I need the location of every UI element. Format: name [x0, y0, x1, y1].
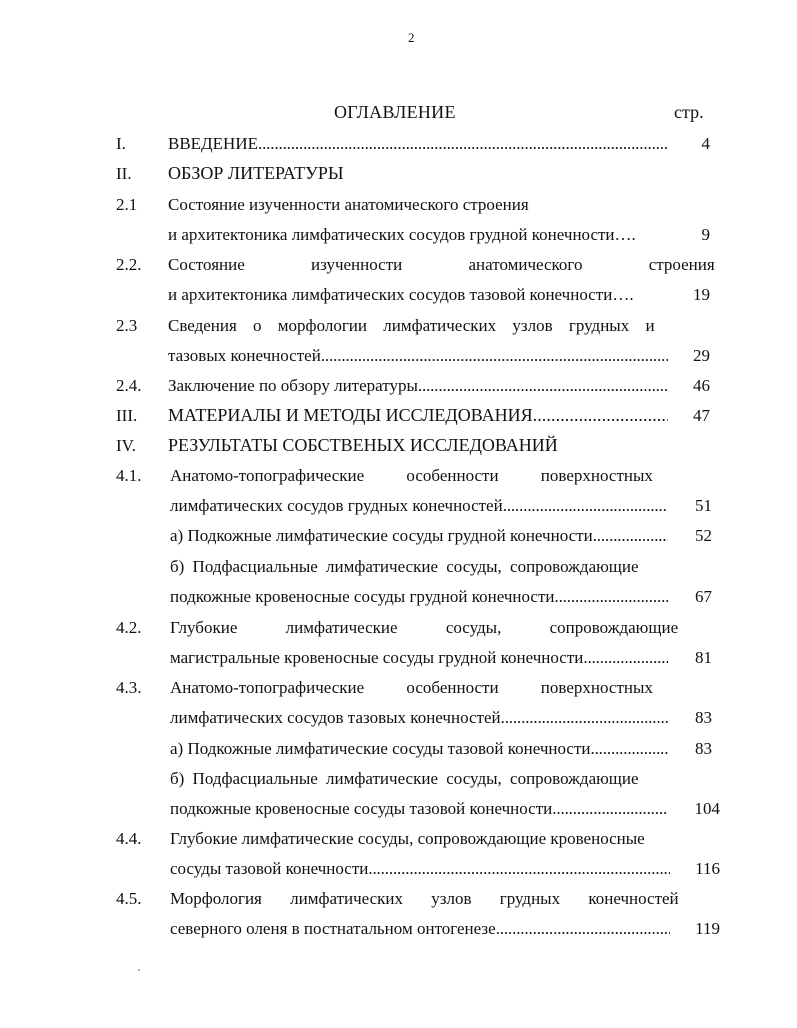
toc-entry-2-2-line2[interactable]: и архитектоника лимфатических сосудов тазовой конечности…. [168, 285, 634, 304]
entry-page: 51 [695, 496, 712, 515]
entry-title: а) Подкожные лимфатические сосуды тазовой конечности [170, 739, 591, 758]
entry-number: III. [116, 406, 138, 425]
leader-dots [533, 405, 668, 426]
entry-number: 4.1. [116, 466, 142, 485]
toc-entry-2-3-line2[interactable] [168, 346, 668, 366]
toc-entry-materials-methods[interactable] [168, 405, 668, 426]
entry-page: 9 [701, 225, 710, 244]
entry-page: 19 [693, 285, 710, 304]
leader-dots [496, 919, 670, 939]
entry-number: 2.1 [116, 195, 138, 214]
toc-entry-4-3-b-line1[interactable]: б) Подфасциальные лимфатические сосуды, сопровождающие [170, 769, 639, 788]
entry-title: а) Подкожные лимфатические сосуды грудной конечности [170, 526, 593, 545]
scan-speck [138, 969, 140, 971]
toc-entry-2-4[interactable] [168, 376, 668, 396]
entry-number: 2.2. [116, 255, 142, 274]
toc-entry-4-5-line1[interactable]: Морфология лимфатических узлов грудных конечностей [170, 889, 679, 908]
toc-entry-literature-review[interactable]: ОБЗОР ЛИТЕРАТУРЫ [168, 163, 344, 183]
entry-page: 104 [694, 799, 720, 818]
entry-title: ВВЕДЕНИЕ [168, 134, 258, 153]
toc-entry-4-1-a[interactable] [170, 526, 668, 546]
toc-entry-results[interactable]: РЕЗУЛЬТАТЫ СОБСТВЕНЫХ ИССЛЕДОВАНИЙ [168, 435, 558, 455]
toc-entry-4-1-b-line1[interactable]: б) Подфасциальные лимфатические сосуды, сопровождающие [170, 557, 639, 576]
entry-number: II. [116, 164, 132, 183]
leader-dots [368, 859, 670, 879]
entry-number: IV. [116, 436, 136, 455]
entry-number: 4.4. [116, 829, 142, 848]
entry-title: подкожные кровеносные сосуды грудной конечности [170, 587, 555, 606]
toc-title: ОГЛАВЛЕНИЕ [334, 102, 456, 122]
leader-dots [503, 496, 668, 516]
entry-title: северного оленя в постнатальном онтогенезе [170, 919, 496, 938]
toc-entry-2-1-line1[interactable] [168, 195, 676, 215]
entry-number: 4.5. [116, 889, 142, 908]
toc-entry-2-1-line2[interactable]: и архитектоника лимфатических сосудов грудной конечности…. [168, 225, 636, 244]
entry-title: Заключение по обзору литературы [168, 376, 418, 395]
entry-page: 46 [693, 376, 710, 395]
entry-title: лимфатических сосудов грудных конечностей [170, 496, 503, 515]
entry-number: I. [116, 134, 126, 153]
toc-entry-4-4-line1[interactable]: Глубокие лимфатические сосуды, сопровождающие кровеносные [170, 829, 645, 848]
page-number: 2 [408, 30, 415, 45]
leader-dots [583, 648, 668, 668]
toc-entry-introduction[interactable] [168, 134, 668, 154]
leader-dots [258, 134, 668, 154]
entry-page: 4 [701, 134, 710, 153]
entry-page: 67 [695, 587, 712, 606]
entry-title: МАТЕРИАЛЫ И МЕТОДЫ ИССЛЕДОВАНИЯ [168, 405, 533, 425]
leader-dots [321, 346, 668, 366]
entry-page: 83 [695, 708, 712, 727]
leader-dots [501, 708, 668, 728]
toc-entry-2-3-line1[interactable]: Сведения о морфологии лимфатических узлов грудных и [168, 316, 655, 335]
toc-entry-4-3-line2[interactable] [170, 708, 668, 728]
leader-dots [552, 799, 668, 819]
entry-title: сосуды тазовой конечности [170, 859, 369, 878]
toc-entry-4-1-line2[interactable] [170, 496, 668, 516]
entry-title: Состояние изученности анатомического строения [168, 195, 529, 214]
entry-number: 4.3. [116, 678, 142, 697]
entry-number: 2.4. [116, 376, 142, 395]
entry-page: 116 [695, 859, 720, 878]
toc-entry-4-5-line2[interactable] [170, 919, 670, 939]
entry-number: 4.2. [116, 618, 142, 637]
entry-title: тазовых конечностей [168, 346, 321, 365]
toc-entry-4-3-line1[interactable]: Анатомо-топографические особенности поверхностных [170, 678, 653, 697]
leader-dots [593, 526, 668, 546]
toc-entry-4-3-a[interactable] [170, 739, 668, 759]
toc-entry-4-4-line2[interactable] [170, 859, 670, 879]
entry-number: 2.3 [116, 316, 138, 335]
entry-title: лимфатических сосудов тазовых конечностей [170, 708, 501, 727]
entry-page: 83 [695, 739, 712, 758]
toc-entry-2-2-line1[interactable]: Состояние изученности анатомического строения [168, 255, 715, 274]
toc-entry-4-1-b-line2[interactable] [170, 587, 668, 607]
entry-title: магистральные кровеносные сосуды грудной конечности [170, 648, 584, 667]
page-column-label: стр. [674, 102, 704, 122]
entry-page: 52 [695, 526, 712, 545]
toc-entry-4-2-line1[interactable]: Глубокие лимфатические сосуды, сопровождающие [170, 618, 679, 637]
entry-page: 81 [695, 648, 712, 667]
leader-dots [590, 739, 668, 759]
leader-dots [418, 376, 668, 396]
toc-entry-4-3-b-line2[interactable] [170, 799, 668, 819]
entry-page: 119 [695, 919, 720, 938]
leader-dots [554, 587, 668, 607]
entry-title: подкожные кровеносные сосуды тазовой конечности [170, 799, 553, 818]
toc-entry-4-2-line2[interactable] [170, 648, 668, 668]
entry-page: 29 [693, 346, 710, 365]
entry-page: 47 [693, 406, 710, 425]
toc-entry-4-1-line1[interactable]: Анатомо-топографические особенности поверхностных [170, 466, 653, 485]
